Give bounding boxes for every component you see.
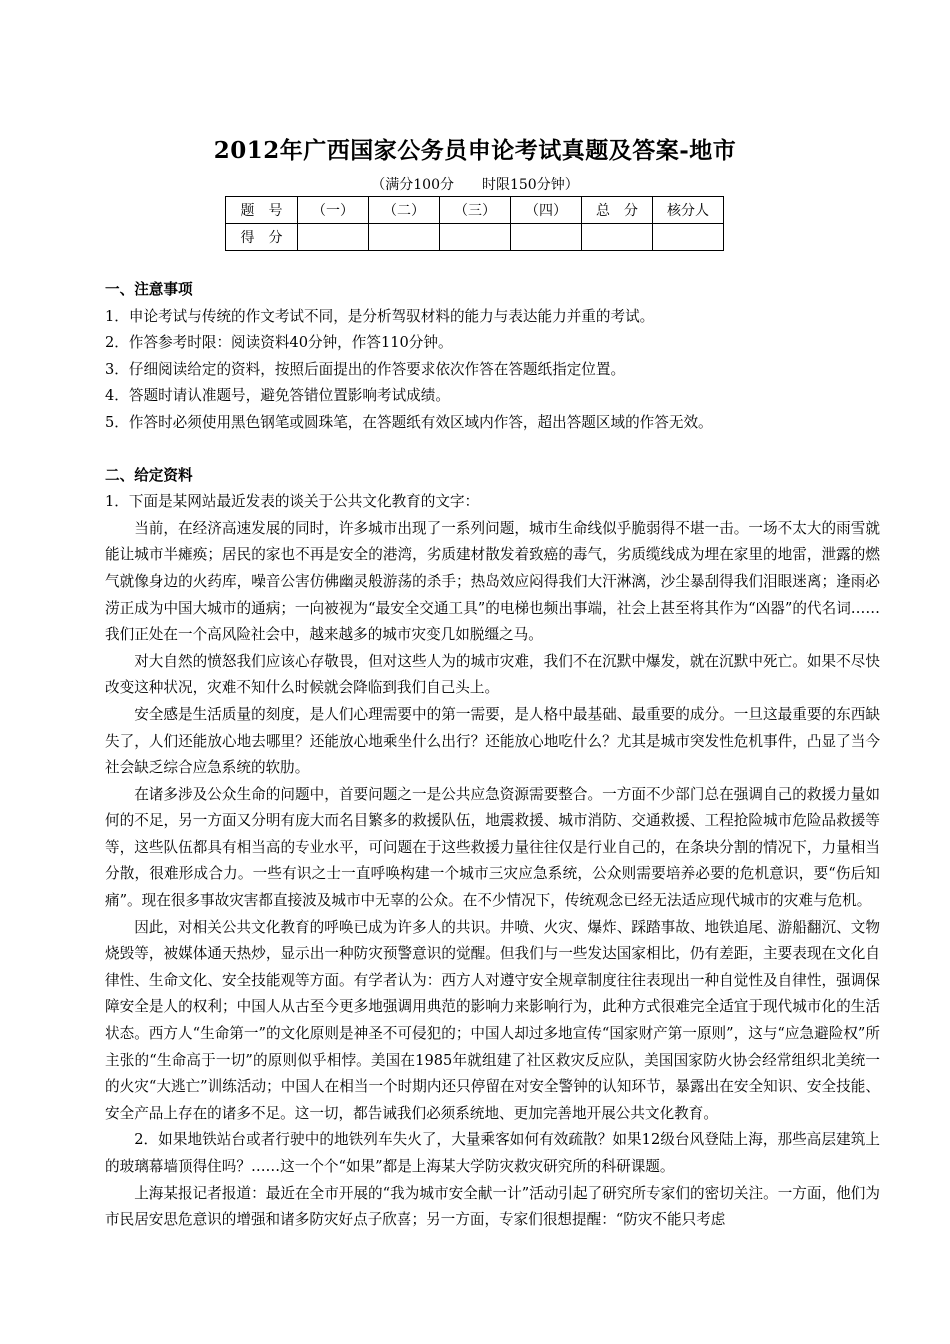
materials-paragraph: 2．如果地铁站台或者行驶中的地铁列车失火了，大量乘客如何有效疏散？如果12级台风登陆上海，那些高层建筑上的玻璃幕墙顶得住吗？……这一个个“如果”都是上海某大学防灾救灾研究所的科研课题。	[105, 1131, 880, 1175]
page-title: 2012年广西国家公务员申论考试真题及答案-地市	[213, 137, 737, 164]
exam-info: （满分100分 时限150分钟）	[371, 177, 579, 193]
header-cell: 核分人	[653, 197, 724, 224]
document-body	[105, 277, 880, 1234]
notes-item: 2．作答参考时限：阅读资料40分钟，作答110分钟。	[105, 334, 453, 352]
materials-paragraph: 安全感是生活质量的刻度，是人们心理需要中的第一需要，是人格中最基础、最重要的成分。一旦这最重要的东西缺失了，人们还能放心地去哪里？还能放心地乘坐什么出行？还能放心地吃什么？尤其是城市突发性危机事件，凸显了当今社会缺乏综合应急系统的软肋。	[105, 705, 880, 777]
notes-item: 4．答题时请认准题号，避免答错位置影响考试成绩。	[105, 387, 450, 405]
score-cell	[511, 224, 582, 251]
materials-paragraph: 因此，对相关公共文化教育的呼唤已成为许多人的共识。井喷、火灾、爆炸、踩踏事故、地铁追尾、游船翻沉、文物烧毁等，被媒体通天热炒，显示出一种防灾预警意识的觉醒。但我们与一些发达国家相比，仍有差距，主要表现在文化自律性、生命文化、安全技能观等方面。有学者认为：西方人对遵守安全规章制度往往表现出一种自觉性及自律性，强调保障安全是人的权利；中国人从古至今更多地强调用典范的影响力来影响行为，此种方式很难完全适宜于现代城市化的生活状态。西方人“生命第一”的文化原则是神圣不可侵犯的；中国人却过多地宣传“国家财产第一原则”，这与“应急避险权”所主张的“生命高于一切”的原则似乎相悖。美国在1985年就组建了社区救灾反应队，美国国家防火协会经常组织北美统一的火灾“大逃亡”训练活动；中国人在相当一个时期内还只停留在对安全警钟的认知环节，暴露出在安全知识、安全技能、安全产品上存在的诸多不足。这一切，都告诫我们必须系统地、更加完善地开展公共文化教育。	[105, 918, 880, 1122]
header-cell: 题 号	[226, 197, 298, 224]
section-heading-notes: 一、注意事项	[105, 281, 193, 298]
materials-paragraph: 当前，在经济高速发展的同时，许多城市出现了一系列问题，城市生命线似乎脆弱得不堪一击。一场不太大的雨雪就能让城市半瘫痪；居民的家也不再是安全的港湾，劣质建材散发着致癌的毒气，劣质缆线成为埋在家里的地雷，泄露的燃气就像身边的火药库，噪音公害仿佛幽灵般游荡的杀手；热岛效应闷得我们大汗淋漓，沙尘暴刮得我们泪眼迷离；逢雨必涝正成为中国大城市的通病；一向被视为“最安全交通工具”的电梯也频出事端，社会上甚至将其作为“凶器”的代名词……我们正处在一个高风险社会中，越来越多的城市灾变几如脱缰之马。	[105, 519, 880, 644]
materials-paragraph: 对大自然的愤怒我们应该心存敬畏，但对这些人为的城市灾难，我们不在沉默中爆发，就在沉默中死亡。如果不尽快改变这种状况，灾难不知什么时候就会降临到我们自己头上。	[105, 652, 880, 697]
notes-item: 1．申论考试与传统的作文考试不同，是分析驾驭材料的能力与表达能力并重的考试。	[105, 307, 655, 325]
materials-intro: 1．下面是某网站最近发表的谈关于公共文化教育的文字：	[105, 493, 480, 511]
header-cell: （一）	[298, 197, 369, 224]
score-table	[225, 196, 724, 251]
materials-paragraph: 上海某报记者报道：最近在全市开展的“我为城市安全献一计”活动引起了研究所专家们的密切关注。一方面，他们为市民居安思危意识的增强和诸多防灾好点子欣喜；另一方面，专家们很想提醒：“防灾不能只考虑	[105, 1184, 880, 1229]
section-heading-materials: 二、给定资料	[105, 466, 193, 484]
header-cell: （二）	[369, 197, 440, 224]
score-table-header-row	[226, 197, 724, 224]
header-cell: （三）	[440, 197, 511, 224]
section-spacer	[105, 437, 880, 463]
score-cell	[369, 224, 440, 251]
notes-item: 3．仔细阅读给定的资料，按照后面提出的作答要求依次作答在答题纸指定位置。	[105, 360, 626, 378]
header-cell: （四）	[511, 197, 582, 224]
score-cell	[298, 224, 369, 251]
notes-item: 5．作答时必须使用黑色钢笔或圆珠笔，在答题纸有效区域内作答，超出答题区域的作答无效。	[105, 413, 713, 431]
materials-paragraph: 在诸多涉及公众生命的问题中，首要问题之一是公共应急资源需要整合。一方面不少部门总在强调自己的救援力量如何的不足，另一方面又分明有庞大而名目繁多的救援队伍，地震救援、城市消防、交通救援、工程抢险城市危险品救援等等，这些队伍都具有相当高的专业水平，可问题在于这些救援力量往往仅是行业自己的，在条块分割的情况下，力量相当分散，很难形成合力。一些有识之士一直呼唤构建一个城市三灾应急系统，公众则需要培养必要的危机意识，要“伤后知痛”。现在很多事故灾害都直接波及城市中无辜的公众。在不少情况下，传统观念已经无法适应现代城市的灾难与危机。	[105, 785, 880, 910]
score-cell	[582, 224, 653, 251]
score-row-label: 得 分	[226, 224, 298, 251]
score-table-score-row	[226, 224, 724, 251]
score-cell	[440, 224, 511, 251]
header-cell: 总 分	[582, 197, 653, 224]
score-cell	[653, 224, 724, 251]
